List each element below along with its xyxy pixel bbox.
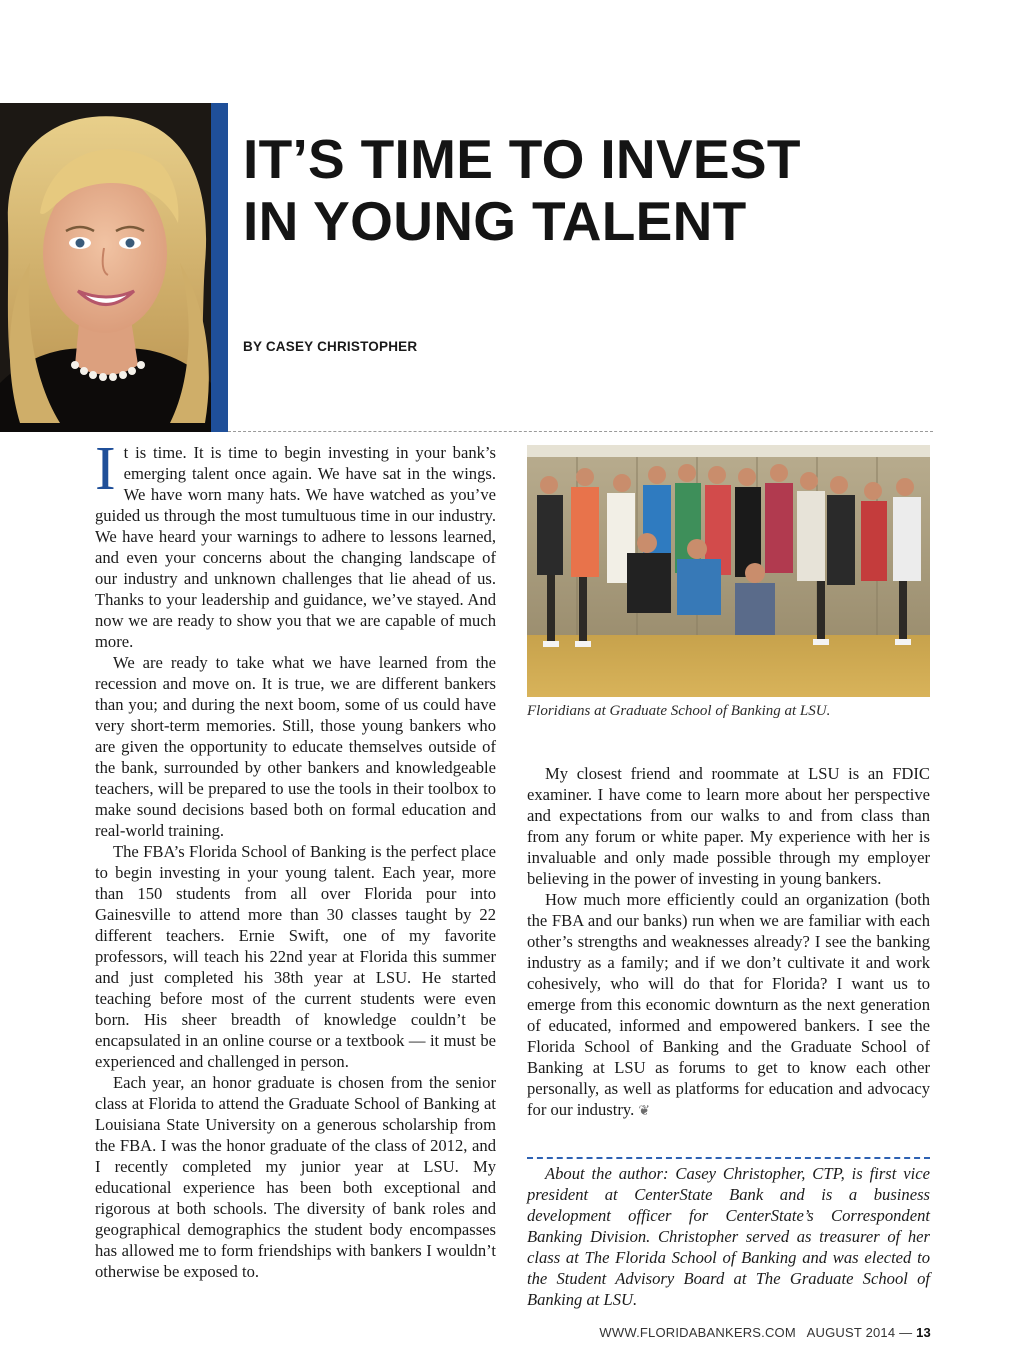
group-photo bbox=[527, 445, 930, 697]
headline-line-1: IT’S TIME TO INVEST bbox=[243, 128, 801, 190]
author-portrait-image bbox=[0, 103, 211, 432]
paragraph-1-text: t is time. It is time to begin investing in your bank’s emerging talent once again. We have sat in the wings. We have worn many hats. We have watched as you’ve guided us through the most tumultuous time in our industry. We have heard your warnings to adhere to lessons learned, and even your concerns about the changing landscape of our industry and unknown challenges that lie ahead of us. Thanks to your leadership and guidance, we’ve stayed. And now we are ready to show you that we are capable of much more. bbox=[95, 443, 496, 651]
section-divider bbox=[228, 431, 933, 432]
photo-caption: Floridians at Graduate School of Banking at LSU. bbox=[527, 703, 831, 719]
paragraph-3: The FBA’s Florida School of Banking is the perfect place to begin investing in your young talent. Each year, more than 150 students from all over Florida pour into Gainesville to attend more than 30 classes taught by 22 different teachers. Ernie Swift, one of my favorite professors, will teach his 22nd year at Florida this summer and just completed his 38th year at LSU. He started teaching before most of the current students were even born. His sheer breadth of knowledge couldn’t be encapsulated in an online course or a textbook — it must be experienced and challenged in person. bbox=[95, 842, 496, 1071]
footer-issue: AUGUST 2014 bbox=[806, 1325, 896, 1340]
paragraph-6-text: How much more efficiently could an organization (both the FBA and our banks) run when we are familiar with each other’s strengths and weaknesses already? I see the banking industry as a family; and if we don’t cultivate it and work cohesively, who will do that for Florida? I want us to emerge from this economic downturn as the next generation of educated, informed and empowered bankers. I see the Florida School of Banking and the Graduate School of Banking at LSU as forums to get to know each other personally, as well as platforms for education and advocacy for our industry. bbox=[527, 890, 930, 1119]
accent-bar bbox=[211, 103, 228, 432]
paragraph-2: We are ready to take what we have learned from the recession and move on. It is true, we are different bankers than you; and during the next boom, some of us could have very short-term memories. Still, those young bankers who are given the opportunity to educate themselves outside of the bank, surrounded by other bankers and knowledgeable teachers, will be prepared to use the tools in their toolbox to make sound decisions based both on formal education and real-world training. bbox=[95, 653, 496, 840]
article-headline bbox=[243, 128, 983, 252]
end-mark-icon: ❦ bbox=[638, 1104, 651, 1119]
group-photo-image bbox=[527, 445, 930, 697]
page-number: 13 bbox=[916, 1325, 931, 1340]
paragraph-6 bbox=[527, 889, 930, 1122]
paragraph-1 bbox=[95, 435, 496, 652]
author-bio: About the author: Casey Christopher, CTP, is first vice president at CenterState Bank and is a business development officer for CenterState’s Correspondent Banking Division. Christopher served as treasurer of her class at The Florida School of Banking and was elected to the Student Advisory Board at The Graduate School of Banking at LSU. bbox=[527, 1164, 930, 1309]
headline-line-2: IN YOUNG TALENT bbox=[243, 190, 747, 252]
body-column-right bbox=[527, 763, 930, 1122]
byline: BY CASEY CHRISTOPHER bbox=[243, 339, 418, 354]
body-column-left bbox=[95, 435, 496, 1282]
author-portrait bbox=[0, 103, 211, 432]
footer-site: WWW.FLORIDABANKERS.COM bbox=[599, 1325, 796, 1340]
footer-separator: — bbox=[899, 1325, 913, 1340]
bio-divider bbox=[527, 1157, 930, 1159]
paragraph-5: My closest friend and roommate at LSU is an FDIC examiner. I have come to learn more about her perspective and expectations from our walks to and from class than from any forum or white paper. My experience with her is invaluable and only made possible through my employer believing in the power of investing in young bankers. bbox=[527, 764, 930, 888]
page-footer bbox=[599, 1325, 931, 1340]
drop-cap: I bbox=[95, 435, 116, 503]
paragraph-4: Each year, an honor graduate is chosen from the senior class at Florida to attend the Graduate School of Banking at Louisiana State University on a generous scholarship from the FBA. I was the honor graduate of the class of 2012, and I recently completed my junior year at LSU. My educational experience has been both exceptional and rigorous at both schools. The diversity of bank roles and geographical demographics the student body encompasses has allowed me to form friendships with bankers I wouldn’t otherwise be exposed to. bbox=[95, 1073, 496, 1281]
